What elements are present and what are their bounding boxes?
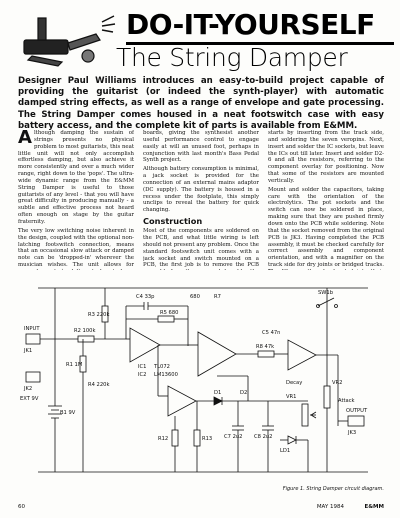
switch-label: SW1b xyxy=(318,290,334,296)
circuit-diagram xyxy=(18,276,384,486)
series-title: DO-IT-YOURSELF xyxy=(126,8,394,45)
body-paragraph: boards, giving the synthesist another useful performance control to engage easily at will an unused foot, perhaps in conjunction with last month's Bass Pedal Synth project. xyxy=(143,130,259,164)
article-title: The String Damper xyxy=(116,43,348,72)
jk3-label: JK3 xyxy=(348,430,357,436)
body-paragraph: The very low switching noise inherent in the design, coupled with the optional non-latching footswitch connection, means that an occasional slow attack or damped note can be 'dropped-in' wherever the musician wishes. The unit allows for xyxy=(18,227,134,269)
r12-label: R12 xyxy=(158,436,169,442)
section-heading: Construction xyxy=(143,216,203,227)
paragraph-text: lthough damping the sustain of strings presents no physical problem to most guitarists, this neat little unit will not only accomplish effortless damping, but also achieve it more consistently and over a much wider range, right down to the 'pops'. The ultra-wide dynamic range from the E&MM String Damper is useful to those guitarists of any level - that you will have great difficulty in producing manually - a subtle and effective process not heard often enough on stage by the guitar fraternity. xyxy=(18,130,134,225)
body-column-3 xyxy=(268,130,384,270)
r13-label: R13 xyxy=(202,436,213,442)
ic2-type: LM13600 xyxy=(154,372,178,378)
drop-cap: A xyxy=(18,130,32,148)
standfirst: Designer Paul Williams introduces an easy-to-build project capable of providing the guitarist (or indeed the synth-player) with automatic damped string effects, as well as a range of envelope and gate processing. The String Damper comes housed in a neat footswitch case with easy battery access, and the complete kit of parts is available from E&MM. xyxy=(18,76,384,131)
r2-label: R2 100k xyxy=(74,328,96,334)
jk1-label: JK1 xyxy=(24,348,33,354)
r3-label: R3 220k xyxy=(88,312,110,318)
d1-label: D1 xyxy=(214,390,222,396)
r7-label: R7 xyxy=(214,294,221,300)
ic1-type: TL072 xyxy=(154,364,170,370)
body-paragraph: Most of the components are soldered on the PCB, and what little wiring is left should not present any problem. Once the standard footswitch unit comes with a jack socket and switch mounted on a PCB, the first job is to remove the PCB xyxy=(143,228,259,269)
circuit-diagram-figure xyxy=(18,276,384,498)
c4-label: C4 33p xyxy=(136,294,155,300)
vr1-label: VR1 xyxy=(286,394,297,400)
r6-label: 680 xyxy=(190,294,200,300)
r8-label: R8 47k xyxy=(256,344,275,350)
body-paragraph: Mount and solder the capacitors, taking care with the orientation of the electrolytics. The pot sockets and the switch can now be soldered in place, making sure that they are pushed firmly down onto the PCB while soldering. Note that the socket removed from the original PCB is JK3. Having completed the PCB assembly, it must be checked carefully for correct assembly and component orientation, and with a magnifier on the track side for dry joints or bridged tracks. xyxy=(268,186,384,269)
figure-caption: Figure 1. String Damper circuit diagram. xyxy=(282,486,384,492)
magazine-name: E&MM xyxy=(364,504,384,510)
c8-label: C8 2u2 xyxy=(254,434,273,440)
ext-supply-label: EXT 9V xyxy=(20,396,39,402)
ic2-label: IC2 xyxy=(138,372,147,378)
vr2-label: VR2 xyxy=(332,380,343,386)
c5-label: C5 47n xyxy=(262,330,281,336)
body-column-1 xyxy=(18,130,134,270)
article-banner xyxy=(18,8,390,70)
d2-label: D2 xyxy=(240,390,248,396)
issue-date: MAY 1984 xyxy=(316,504,344,510)
c7-label: C7 2u2 xyxy=(224,434,243,440)
decay-label: Decay xyxy=(286,380,303,386)
led-label: LD1 xyxy=(280,448,291,454)
r1-label: R1 1M xyxy=(66,362,83,368)
body-paragraph: starts by inserting from the track side, and soldering the seven veropins. Next, insert and solder the IC sockets, but leave the ICs out till later. Insert and solder D2-6 and all the resistors, referring to the component overlay for positioning. Now that some of the resistors are mounted vertically. xyxy=(268,130,384,184)
input-label: INPUT xyxy=(24,326,40,332)
hand-tools-logo xyxy=(18,10,118,70)
output-label: OUTPUT xyxy=(346,408,368,414)
r4-label: R4 220k xyxy=(88,382,110,388)
body-columns xyxy=(18,130,384,270)
body-paragraph: Although battery consumption is minimal, a jack socket is provided for the connection of an external mains adaptor (DC supply). The battery is housed in a recess under the footplate, this simply unclips to reveal the battery for quick changing. xyxy=(143,166,259,214)
battery-label: B1 9V xyxy=(60,410,76,416)
body-column-2 xyxy=(143,130,259,270)
body-paragraph xyxy=(18,130,134,226)
page-number: 60 xyxy=(18,504,25,510)
page-footer xyxy=(18,503,384,511)
attack-label: Attack xyxy=(338,398,355,404)
ic1-label: IC1 xyxy=(138,364,147,370)
jk2-label: JK2 xyxy=(24,386,33,392)
r5-label: R5 680 xyxy=(160,310,179,316)
